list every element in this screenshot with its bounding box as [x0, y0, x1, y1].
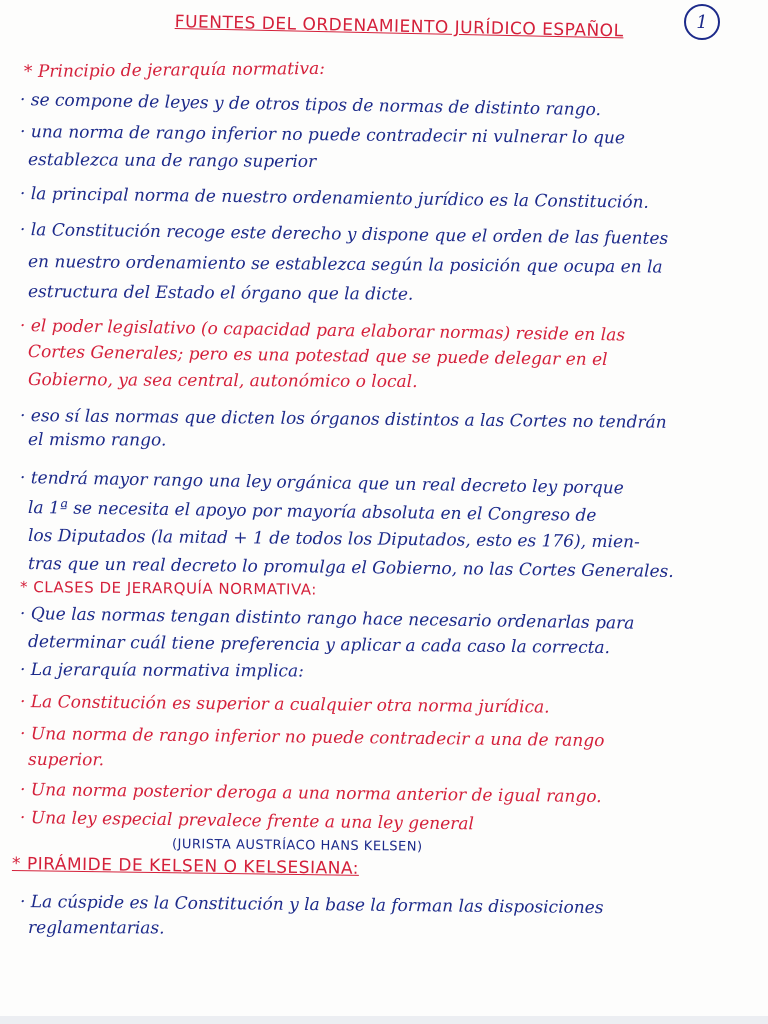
note-line: · La cúspide es la Constitución y la base la forman las disposiciones	[19, 892, 604, 919]
note-kelsen: (JURISTA AUSTRÍACO HANS KELSEN)	[171, 837, 423, 855]
note-line: reglamentarias.	[27, 918, 165, 939]
note-line: estructura del Estado el órgano que la dicte.	[27, 282, 414, 305]
note-line: · la Constitución recoge este derecho y dispone que el orden de las fuentes	[19, 220, 669, 250]
note-line: Cortes Generales; pero es una potestad que se puede delegar en el	[27, 342, 608, 371]
note-line: el mismo rango.	[27, 430, 167, 451]
note-line: · el poder legislativo (o capacidad para elaborar normas) reside en las	[19, 316, 626, 346]
note-line: determinar cuál tiene preferencia y aplicar a cada caso la correcta.	[27, 632, 611, 659]
page-title: FUENTES DEL ORDENAMIENTO JURÍDICO ESPAÑOL	[174, 12, 624, 42]
note-line: · una norma de rango inferior no puede contradecir ni vulnerar lo que	[19, 122, 626, 149]
heading-piramide: * PIRÁMIDE DE KELSEN O KELSESIANA:	[11, 854, 360, 879]
note-line: en nuestro ordenamiento se establezca según la posición que ocupa en la	[27, 252, 663, 278]
note-line: · la principal norma de nuestro ordenamiento jurídico es la Constitución.	[19, 184, 650, 213]
heading-principio: * Principio de jerarquía normativa:	[23, 58, 326, 82]
page-number: 1	[684, 4, 720, 40]
note-line: · La jerarquía normativa implica:	[19, 660, 304, 682]
note-line: · Una ley especial prevalece frente a una ley general	[19, 808, 475, 835]
note-line: superior.	[27, 750, 105, 771]
note-line: · eso sí las normas que dicten los órganos distintos a las Cortes no tendrán	[19, 406, 667, 433]
page-bottom-edge	[0, 1016, 768, 1024]
note-line: · Una norma posterior deroga a una norma anterior de igual rango.	[19, 780, 602, 808]
note-line: · Una norma de rango inferior no puede contradecir a una de rango	[19, 724, 605, 752]
note-line: establezca una de rango superior	[27, 150, 317, 173]
note-line: · se compone de leyes y de otros tipos de normas de distinto rango.	[19, 90, 602, 121]
note-line: · tendrá mayor rango una ley orgánica que un real decreto ley porque	[19, 468, 624, 499]
note-line: · La Constitución es superior a cualquier otra norma jurídica.	[19, 692, 550, 718]
note-line: Gobierno, ya sea central, autonómico o local.	[27, 370, 418, 393]
note-line: la 1ª se necesita el apoyo por mayoría absoluta en el Congreso de	[27, 498, 597, 526]
note-line: los Diputados (la mitad + 1 de todos los Diputados, esto es 176), mien-	[27, 526, 640, 553]
note-line: tras que un real decreto lo promulga el Gobierno, no las Cortes Generales.	[27, 554, 674, 582]
note-line: · Que las normas tengan distinto rango hace necesario ordenarlas para	[19, 604, 635, 634]
heading-clases: * CLASES DE JERARQUÍA NORMATIVA:	[19, 578, 317, 599]
